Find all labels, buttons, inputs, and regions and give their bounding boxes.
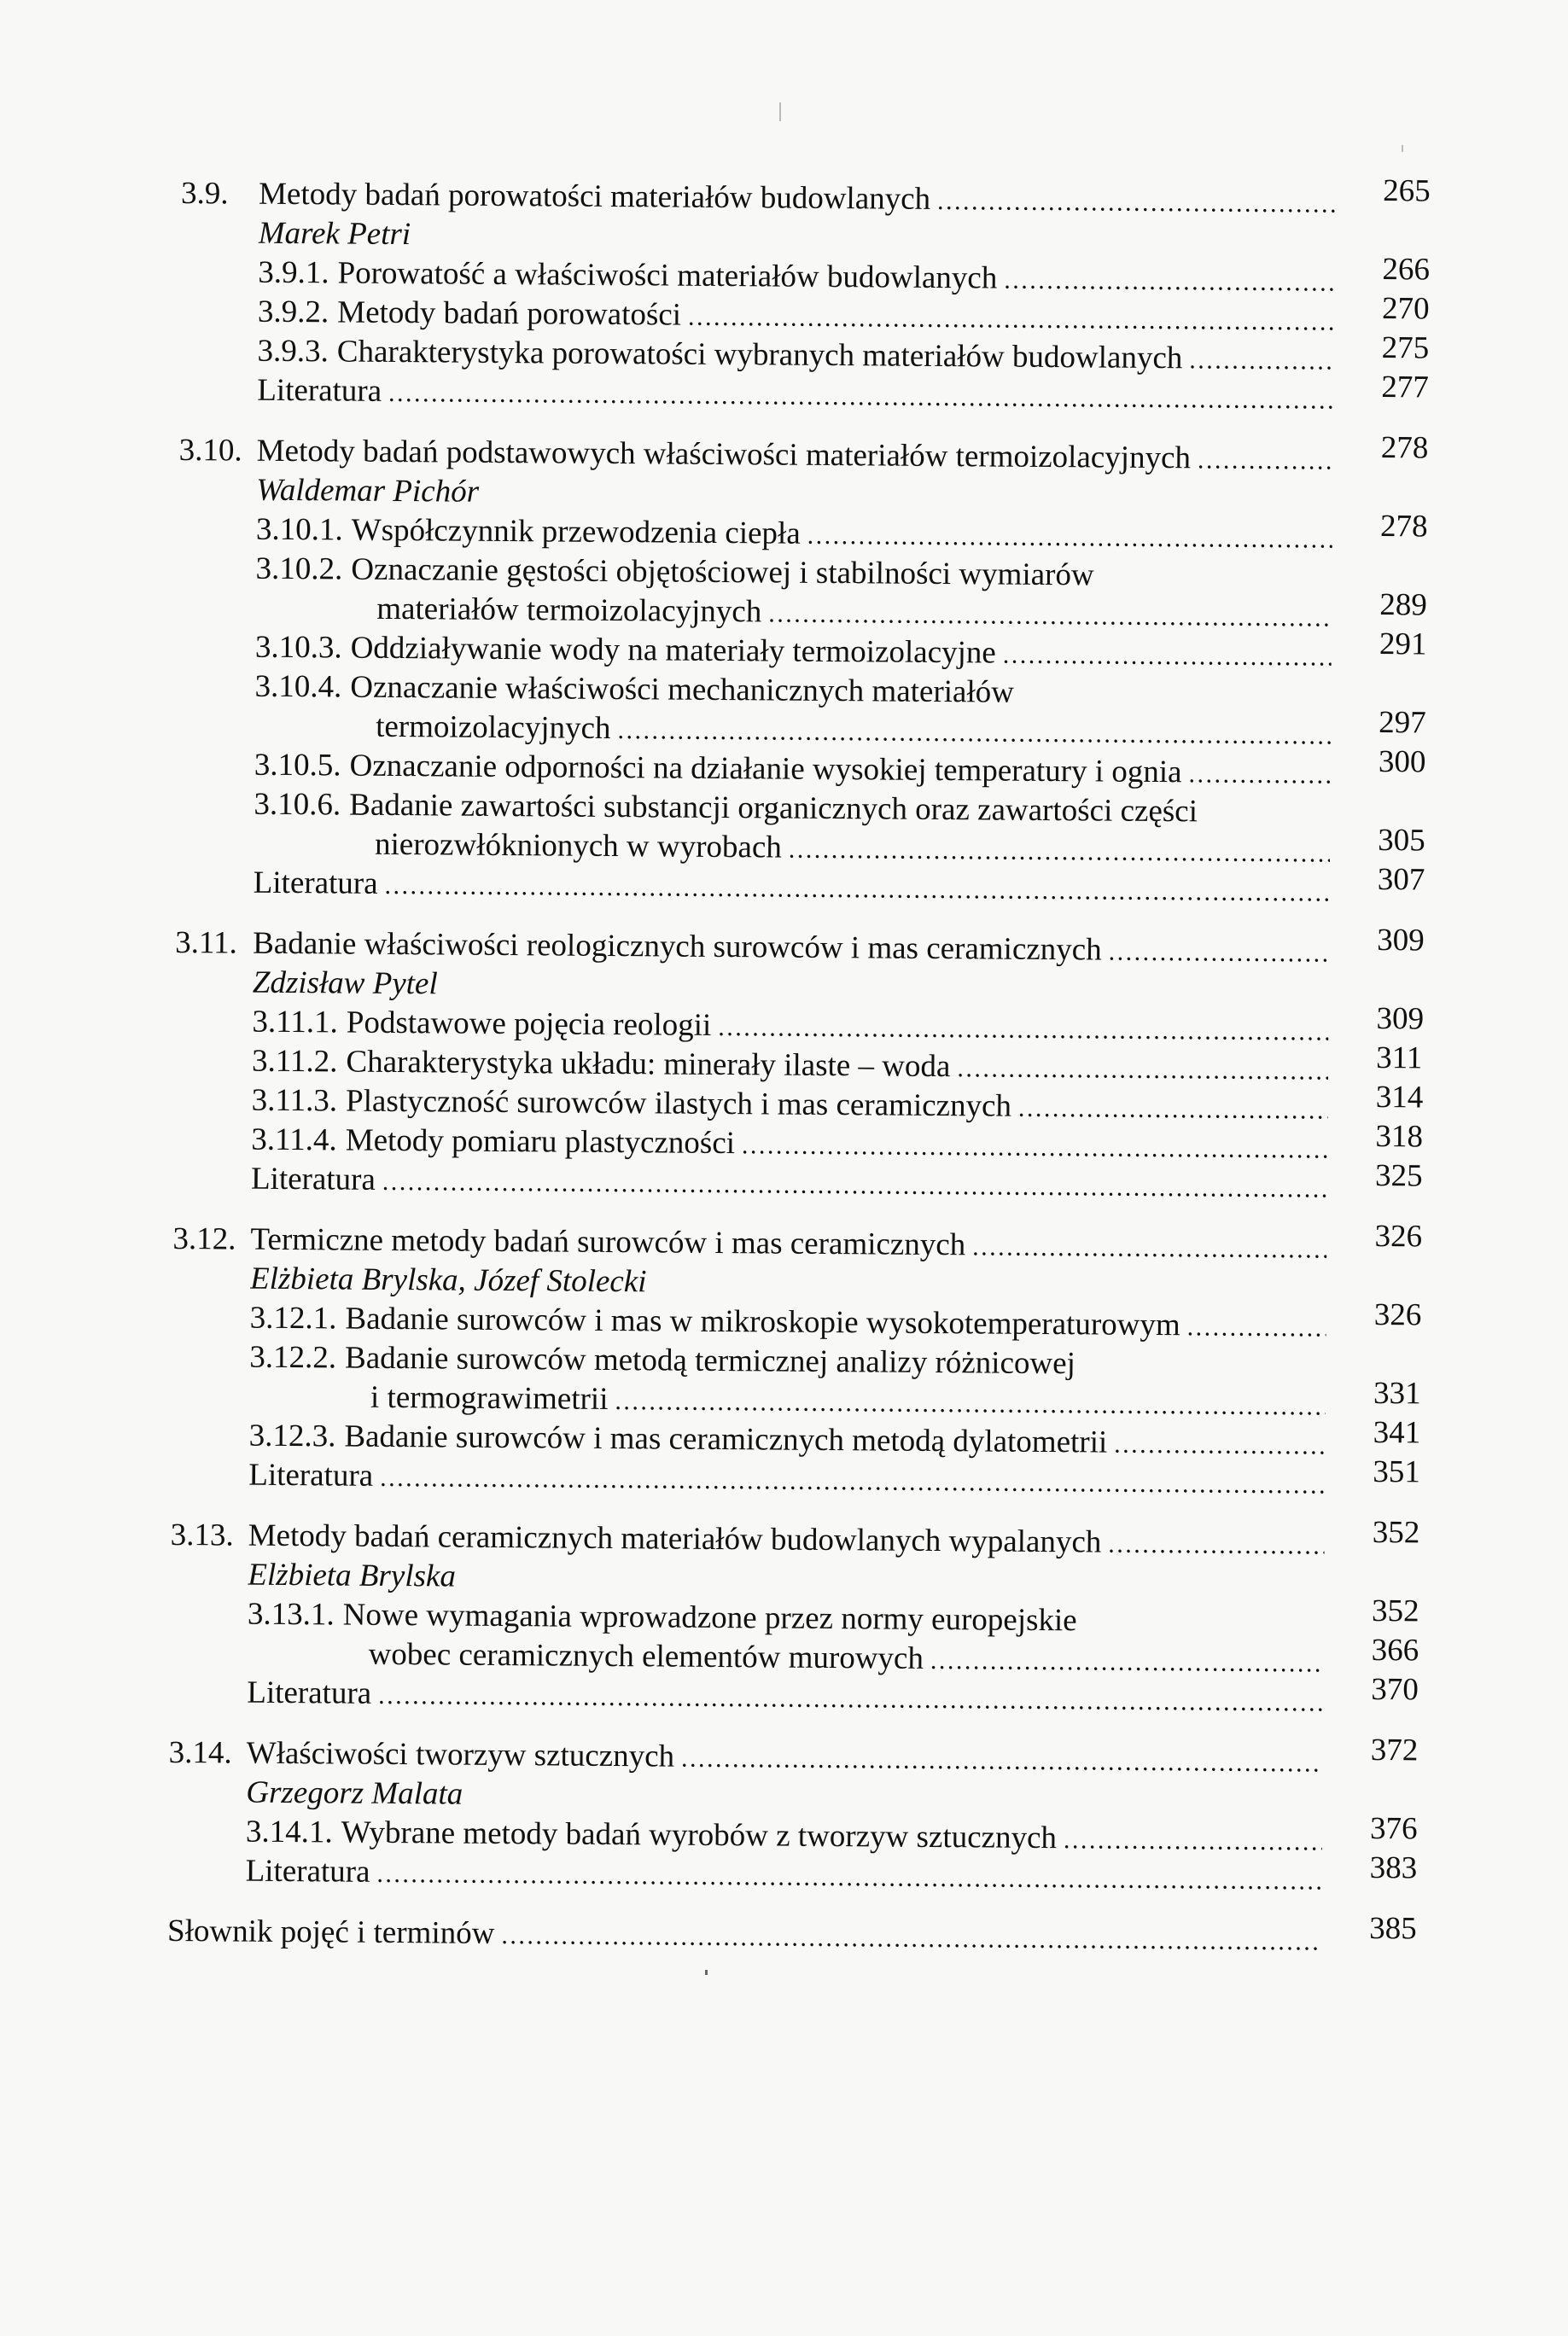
entry-title: Badanie surowców metodą termicznej analizy różnicowej bbox=[344, 1340, 1076, 1382]
entry-title: Badanie surowców i mas w mikroskopie wysokotemperaturowym bbox=[345, 1301, 1180, 1343]
entry-number: 3.10.5. bbox=[254, 747, 341, 784]
entry-number: 3.13.1. bbox=[247, 1596, 335, 1633]
author-name: Marek Petri bbox=[258, 215, 411, 253]
dot-leader bbox=[376, 1855, 1321, 1902]
entry-title: Oznaczanie gęstości objętościowej i stabilności wymiarów bbox=[351, 551, 1094, 593]
dot-leader bbox=[1188, 754, 1331, 795]
entry-number: 3.9.1. bbox=[258, 254, 329, 291]
page-number: 278 bbox=[1379, 509, 1428, 545]
page-number: 297 bbox=[1379, 705, 1426, 741]
entry-number: 3.11.4. bbox=[251, 1121, 337, 1158]
entry-text bbox=[248, 1456, 1325, 1506]
dot-leader bbox=[1003, 636, 1332, 678]
entry-number: 3.11.2. bbox=[251, 1043, 338, 1080]
page-number: 385 bbox=[1369, 1910, 1417, 1947]
page-number: 326 bbox=[1374, 1219, 1423, 1255]
entry-number: 3.13. bbox=[170, 1517, 234, 1553]
entry-text bbox=[257, 371, 1333, 421]
dot-leader bbox=[807, 516, 1333, 560]
page-number: 300 bbox=[1378, 744, 1426, 780]
dot-leader bbox=[501, 1916, 1321, 1962]
dot-leader bbox=[768, 594, 1332, 638]
page-number: 314 bbox=[1375, 1080, 1424, 1116]
entry-title: Metody pomiaru plastyczności bbox=[345, 1122, 736, 1162]
entry-title: i termograwimetrii bbox=[370, 1379, 609, 1417]
entry-title: Literatura bbox=[250, 1161, 376, 1197]
entry-title: Nowe wymagania wprowadzone przez normy europejskie bbox=[342, 1597, 1077, 1639]
section-title: Metody badań ceramicznych materiałów budowlanych wypalanych bbox=[248, 1518, 1102, 1560]
entry-title: Literatura bbox=[247, 1675, 372, 1711]
page-number: 325 bbox=[1374, 1158, 1423, 1194]
author-name: Elżbieta Brylska bbox=[248, 1557, 457, 1594]
entry-title: nierozwłóknionych w wyrobach bbox=[374, 826, 783, 865]
entry-title: Współczynnik przewodzenia ciepła bbox=[351, 512, 801, 551]
entry-number: 3.11.1. bbox=[252, 1004, 339, 1040]
page-number: 352 bbox=[1372, 1515, 1420, 1551]
page-number: 331 bbox=[1373, 1376, 1421, 1412]
page-number: 309 bbox=[1376, 1001, 1425, 1037]
entry-number: 3.12.1. bbox=[249, 1300, 337, 1337]
entry-number: 3.10.2. bbox=[255, 551, 343, 587]
author-name: Grzegorz Malata bbox=[246, 1774, 463, 1812]
page-number: 291 bbox=[1379, 626, 1427, 662]
page-number: 318 bbox=[1375, 1119, 1424, 1155]
section-title: Metody badań porowatości materiałów budowlanych bbox=[258, 176, 931, 217]
entry-number: 3.9. bbox=[180, 176, 229, 212]
page-number: 370 bbox=[1371, 1672, 1419, 1708]
scan-mark bbox=[1402, 145, 1403, 152]
entry-title: Porowatość a właściwości materiałów budowlanych bbox=[337, 255, 998, 296]
entry-title: Literatura bbox=[253, 865, 378, 901]
page-number: 311 bbox=[1376, 1040, 1423, 1076]
entry-number: 3.14.1. bbox=[245, 1814, 333, 1850]
dot-leader bbox=[378, 1676, 1323, 1723]
entry-text bbox=[167, 1912, 1321, 1962]
entry-number: 3.9.3. bbox=[257, 333, 329, 370]
entry-title: termoizolacyjnych bbox=[376, 708, 611, 746]
entry-number: 3.12.2. bbox=[249, 1339, 337, 1376]
glossary-title: Słownik pojęć i terminów bbox=[166, 1913, 495, 1951]
page-number: 309 bbox=[1377, 923, 1425, 958]
page-number: 265 bbox=[1383, 173, 1431, 209]
page-number: 307 bbox=[1377, 862, 1425, 898]
dot-leader bbox=[1187, 1308, 1326, 1348]
dot-leader bbox=[1018, 1089, 1328, 1131]
entry-number: 3.10.1. bbox=[255, 511, 343, 548]
section-title: Metody badań podstawowych właściwości materiałów termoizolacyjnych bbox=[256, 433, 1192, 476]
page-number: 278 bbox=[1380, 430, 1429, 466]
entry-title: Charakterystyka porowatości wybranych materiałów budowlanych bbox=[336, 334, 1183, 376]
entry-title: Charakterystyka układu: minerały ilaste – woda bbox=[346, 1044, 951, 1085]
entry-number: 3.10.3. bbox=[254, 629, 342, 666]
entry-number: 3.9.2. bbox=[257, 294, 329, 330]
page-number: 366 bbox=[1371, 1633, 1419, 1669]
page-number: 341 bbox=[1373, 1415, 1421, 1451]
entry-title: wobec ceramicznych elementów murowych bbox=[368, 1636, 924, 1676]
page-number: 383 bbox=[1369, 1850, 1418, 1886]
page-number: 351 bbox=[1373, 1454, 1421, 1490]
entry-title: Wybrane metody badań wyrobów z tworzyw sztucznych bbox=[341, 1815, 1058, 1856]
entry-title: Podstawowe pojęcia reologii bbox=[346, 1005, 712, 1043]
dot-leader bbox=[384, 866, 1329, 913]
author-name: Waldemar Pichór bbox=[256, 472, 480, 510]
page-number: 305 bbox=[1378, 823, 1425, 859]
page-number: 289 bbox=[1379, 587, 1428, 623]
dot-leader bbox=[972, 1227, 1327, 1269]
entry-number: 3.11.3. bbox=[251, 1082, 338, 1119]
scan-mark bbox=[705, 1970, 708, 1975]
section-title: Badanie właściwości reologicznych surowców i mas ceramicznych bbox=[253, 925, 1102, 968]
section-title: Termiczne metody badań surowców i mas ceramicznych bbox=[250, 1221, 966, 1263]
glossary-entry[interactable] bbox=[167, 1912, 1420, 1961]
page-number: 372 bbox=[1370, 1733, 1419, 1768]
dot-leader bbox=[789, 830, 1331, 874]
entry-number: 3.10.6. bbox=[254, 786, 341, 823]
dot-leader bbox=[930, 1641, 1324, 1684]
entry-title: Badanie surowców i mas ceramicznych metodą dylatometrii bbox=[344, 1418, 1108, 1460]
entry-number: 3.10.4. bbox=[254, 668, 342, 705]
entry-number: 3.10. bbox=[178, 432, 242, 469]
entry-title: Literatura bbox=[248, 1457, 374, 1494]
entry-title: Oznaczanie odporności na działanie wysokiej temperatury i ognia bbox=[349, 748, 1182, 790]
entry-text bbox=[245, 1852, 1321, 1902]
page-number: 326 bbox=[1373, 1297, 1422, 1333]
entry-number: 3.14. bbox=[168, 1734, 232, 1771]
dot-leader bbox=[937, 182, 1335, 224]
entry-text bbox=[254, 864, 1330, 913]
dot-leader bbox=[1064, 1820, 1322, 1861]
dot-leader bbox=[388, 374, 1333, 421]
author-name: Elżbieta Brylska, Józef Stolecki bbox=[249, 1261, 647, 1300]
entry-text bbox=[247, 1674, 1323, 1723]
page-number: 275 bbox=[1381, 330, 1430, 366]
entry-title: Oddziaływanie wody na materiały termoizolacyjne bbox=[350, 630, 996, 671]
page-number: 270 bbox=[1381, 291, 1430, 327]
entry-title: Metody badań porowatości bbox=[337, 294, 682, 333]
dot-leader bbox=[1108, 1525, 1325, 1566]
entry-title: Oznaczanie właściwości mechanicznych materiałów bbox=[350, 669, 1015, 710]
entry-title: Badanie zawartości substancji organicznych oraz zawartości części bbox=[349, 787, 1198, 830]
entry-title: Plastyczność surowców ilastych i mas ceramicznych bbox=[345, 1083, 1012, 1124]
scan-mark bbox=[779, 102, 781, 121]
dot-leader bbox=[957, 1049, 1328, 1091]
page-number: 277 bbox=[1381, 370, 1430, 405]
dot-leader bbox=[382, 1162, 1327, 1209]
entry-number: 3.12. bbox=[172, 1220, 236, 1257]
dot-leader bbox=[742, 1126, 1328, 1169]
page-number: 352 bbox=[1371, 1593, 1419, 1629]
entry-number: 3.12.3. bbox=[248, 1418, 336, 1454]
dot-leader bbox=[1108, 933, 1329, 974]
entry-number: 3.11. bbox=[175, 924, 238, 961]
section-title: Właściwości tworzyw sztucznych bbox=[246, 1735, 675, 1774]
author-name: Zdzisław Pytel bbox=[252, 964, 438, 1002]
page-number: 376 bbox=[1369, 1811, 1418, 1847]
entry-title: materiałów termoizolacyjnych bbox=[376, 591, 762, 630]
dot-leader bbox=[1004, 261, 1334, 303]
dot-leader bbox=[380, 1459, 1325, 1506]
page-number: 266 bbox=[1382, 252, 1431, 288]
entry-text bbox=[251, 1160, 1327, 1209]
entry-title: Literatura bbox=[257, 372, 382, 409]
dot-leader bbox=[1189, 341, 1334, 381]
dot-leader bbox=[1198, 440, 1333, 481]
dot-leader bbox=[1114, 1425, 1326, 1466]
entry-title: Literatura bbox=[245, 1853, 370, 1890]
